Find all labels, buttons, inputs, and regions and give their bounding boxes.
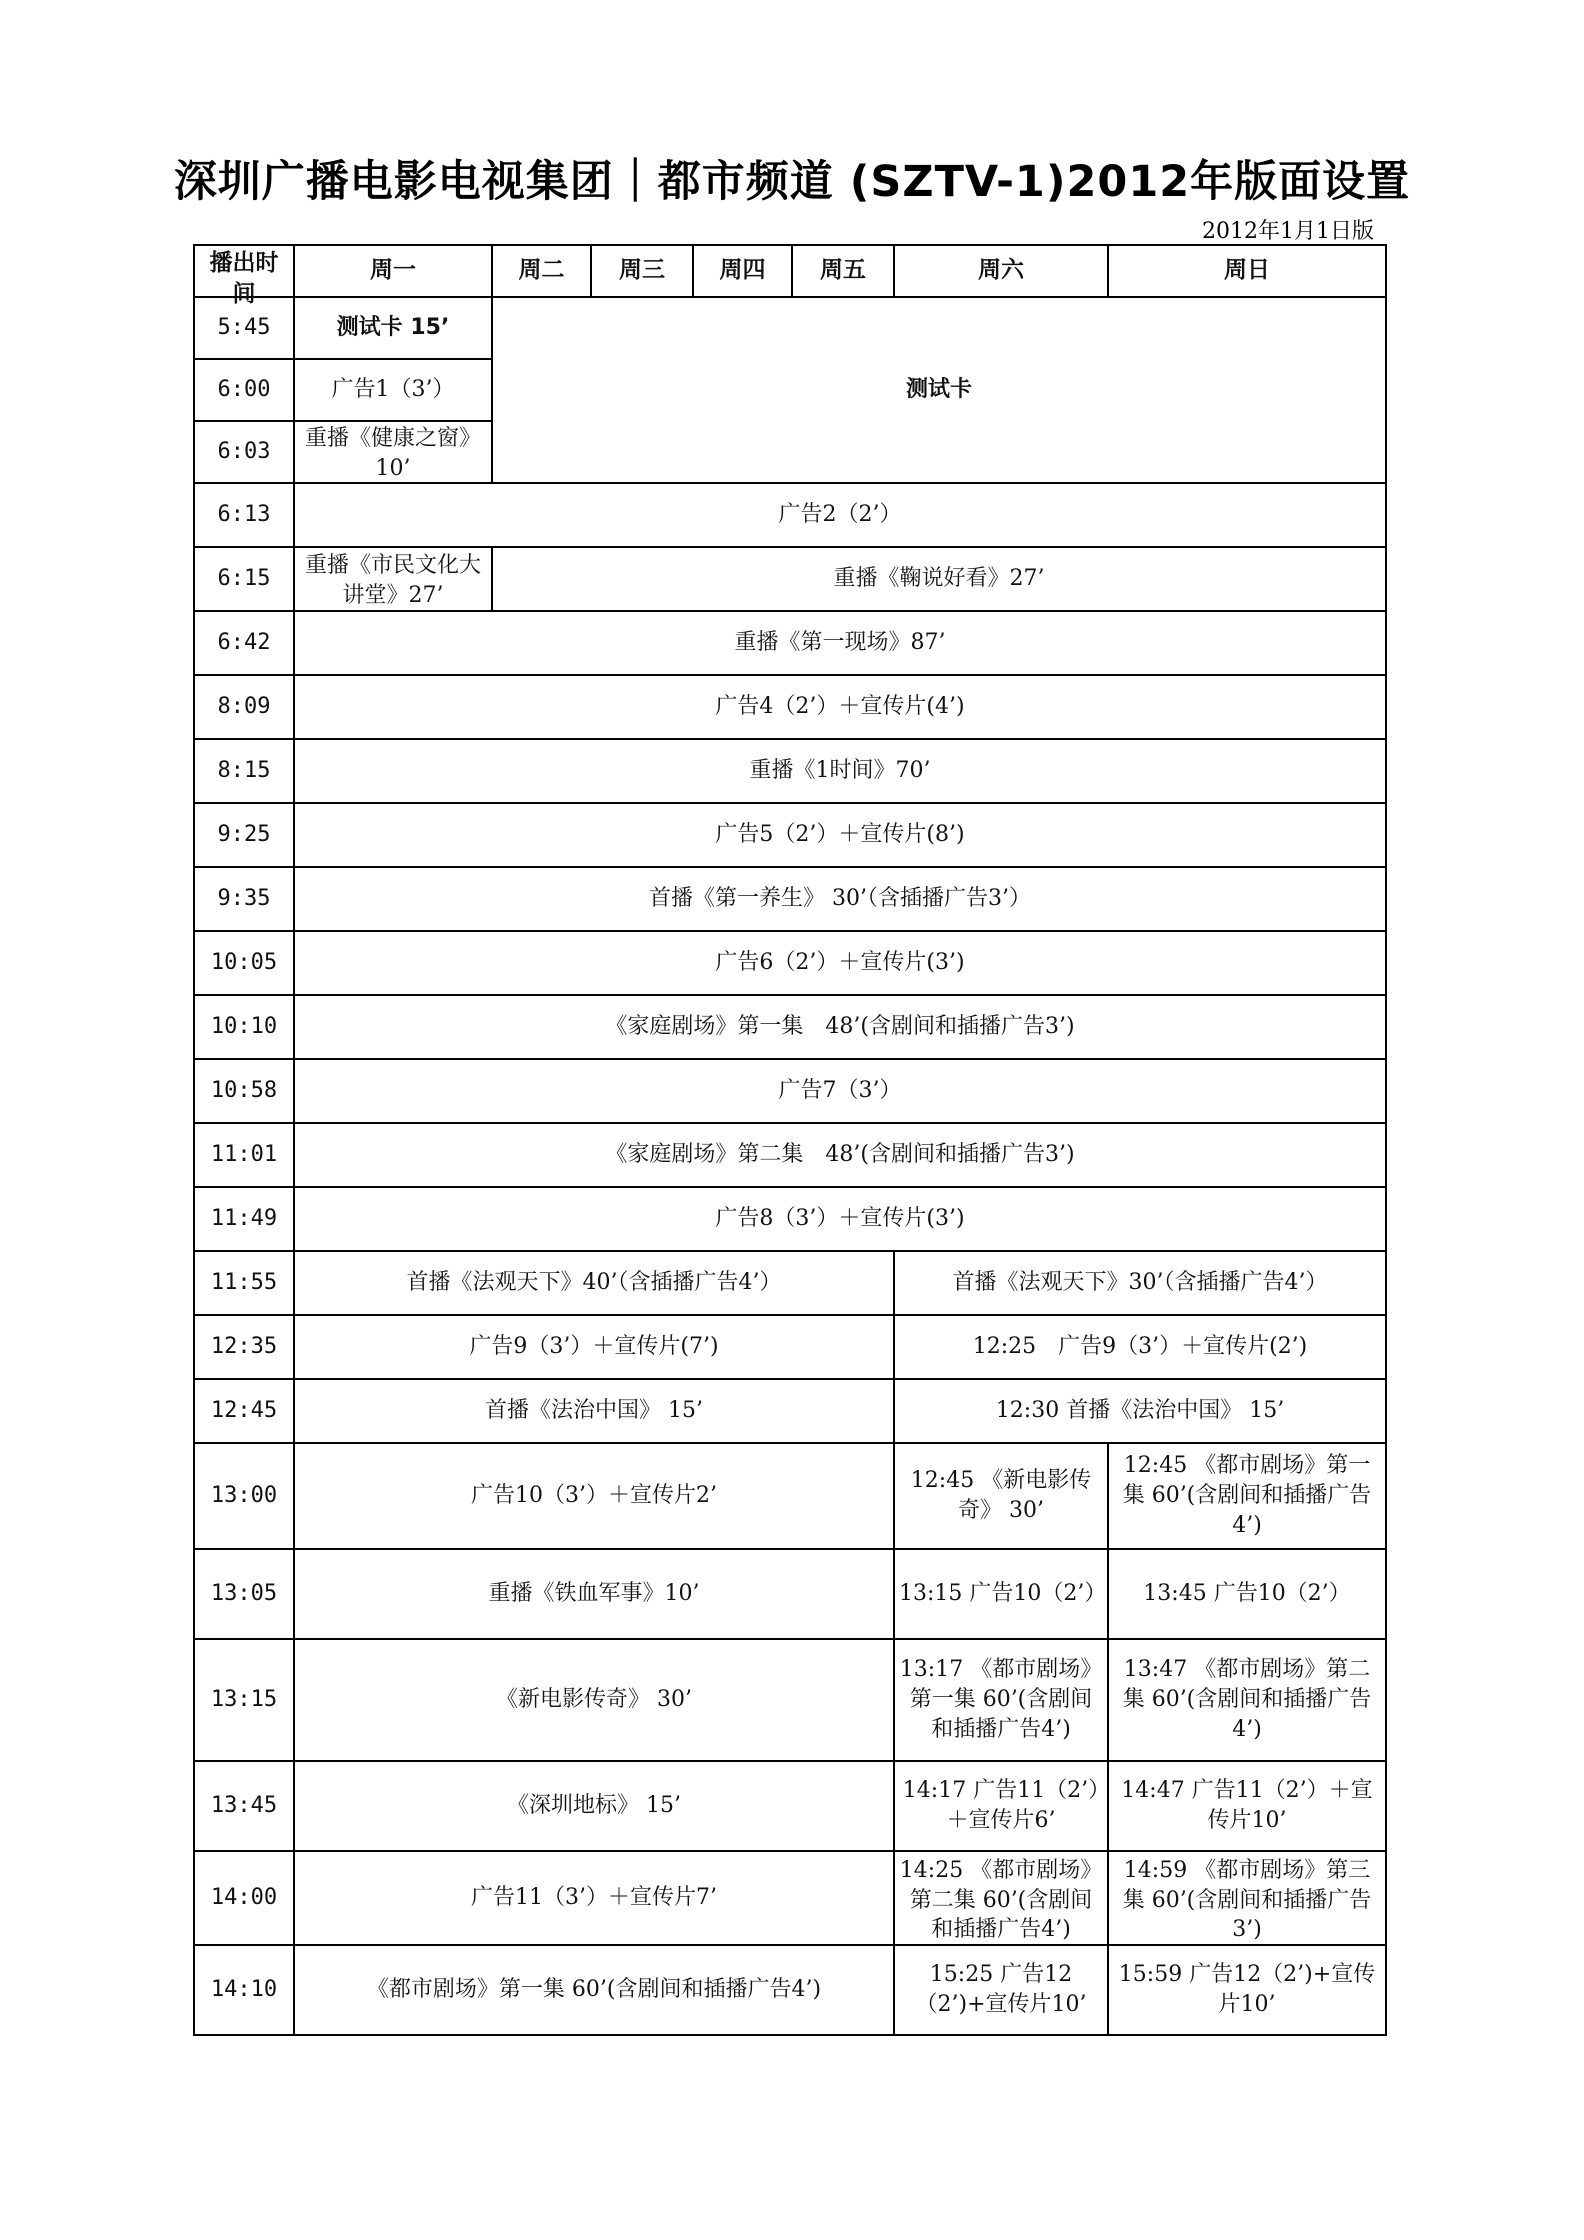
program-cell-sun: 13:47 《都市剧场》第二集 60’(含剧间和插播广告4’) <box>1108 1639 1386 1761</box>
table-row <box>194 931 1386 995</box>
table-row <box>194 547 1386 611</box>
time-cell: 13:15 <box>194 1639 294 1761</box>
program-cell: 广告9（3’）＋宣传片(7’) <box>294 1315 894 1379</box>
table-row <box>194 867 1386 931</box>
time-cell: 8:15 <box>194 739 294 803</box>
program-cell: 广告10（3’）＋宣传片2’ <box>294 1443 894 1549</box>
table-row <box>194 297 1386 359</box>
table-row <box>194 1851 1386 1945</box>
table-row <box>194 803 1386 867</box>
program-cell: 重播《第一现场》87’ <box>294 611 1386 675</box>
time-cell: 6:03 <box>194 421 294 483</box>
program-cell-sun: 14:47 广告11（2’）＋宣传片10’ <box>1108 1761 1386 1851</box>
program-cell-sat: 13:17 《都市剧场》第一集 60’(含剧间和插播广告4’) <box>894 1639 1108 1761</box>
table-row <box>194 995 1386 1059</box>
header-sat: 周六 <box>894 245 1108 297</box>
table-row <box>194 675 1386 739</box>
header-fri: 周五 <box>792 245 894 297</box>
table-row <box>194 1187 1386 1251</box>
program-cell: 12:30 首播《法治中国》 15’ <box>894 1379 1386 1443</box>
time-cell: 14:00 <box>194 1851 294 1945</box>
program-cell: 首播《第一养生》 30’（含插播广告3’） <box>294 867 1386 931</box>
program-cell: 《家庭剧场》第一集 48’(含剧间和插播广告3’) <box>294 995 1386 1059</box>
header-time: 播出时间 <box>194 245 294 297</box>
table-row <box>194 1443 1386 1549</box>
table-row <box>194 611 1386 675</box>
program-cell: 测试卡 15’ <box>294 297 492 359</box>
table-row <box>194 1379 1386 1443</box>
program-cell-sun: 15:59 广告12（2’)+宣传片10’ <box>1108 1945 1386 2035</box>
time-cell: 11:49 <box>194 1187 294 1251</box>
program-cell: 广告8（3’）＋宣传片(3’) <box>294 1187 1386 1251</box>
program-cell: 12:25 广告9（3’）＋宣传片(2’) <box>894 1315 1386 1379</box>
edition-date: 2012年1月1日版 <box>1202 219 1374 244</box>
program-cell: 广告5（2’）＋宣传片(8’) <box>294 803 1386 867</box>
program-cell: 广告1（3’） <box>294 359 492 421</box>
program-cell-sun: 14:59 《都市剧场》第三集 60’(含剧间和插播广告3’) <box>1108 1851 1386 1945</box>
program-cell: 首播《法观天下》40’（含插播广告4’） <box>294 1251 894 1315</box>
header-mon: 周一 <box>294 245 492 297</box>
time-cell: 10:58 <box>194 1059 294 1123</box>
time-cell: 11:01 <box>194 1123 294 1187</box>
program-cell: 重播《市民文化大讲堂》27’ <box>294 547 492 611</box>
table-row <box>194 1059 1386 1123</box>
table-row <box>194 739 1386 803</box>
program-cell: 《家庭剧场》第二集 48’(含剧间和插播广告3’) <box>294 1123 1386 1187</box>
program-cell: 重播《1时间》70’ <box>294 739 1386 803</box>
table-row <box>194 1761 1386 1851</box>
program-cell: 广告2（2’） <box>294 483 1386 547</box>
time-cell: 11:55 <box>194 1251 294 1315</box>
program-cell: 《深圳地标》 15’ <box>294 1761 894 1851</box>
document-title: 深圳广播电影电视集团｜都市频道 (SZTV-1)2012年版面设置 <box>173 157 1411 207</box>
header-tue: 周二 <box>492 245 591 297</box>
header-row <box>194 245 1386 297</box>
table-row <box>194 1315 1386 1379</box>
program-cell-sat: 15:25 广告12（2’)+宣传片10’ <box>894 1945 1108 2035</box>
header-thu: 周四 <box>693 245 792 297</box>
program-cell-sat: 13:15 广告10（2’） <box>894 1549 1108 1639</box>
schedule-table <box>193 244 1387 2036</box>
time-cell: 12:45 <box>194 1379 294 1443</box>
program-cell: 首播《法治中国》 15’ <box>294 1379 894 1443</box>
header-wed: 周三 <box>591 245 693 297</box>
program-cell: 《都市剧场》第一集 60’(含剧间和插播广告4’) <box>294 1945 894 2035</box>
time-cell: 6:42 <box>194 611 294 675</box>
program-cell: 广告6（2’）＋宣传片(3’) <box>294 931 1386 995</box>
program-cell: 广告7（3’） <box>294 1059 1386 1123</box>
time-cell: 14:10 <box>194 1945 294 2035</box>
program-cell-sun: 13:45 广告10（2’） <box>1108 1549 1386 1639</box>
program-cell: 重播《铁血军事》10’ <box>294 1549 894 1639</box>
table-row <box>194 1945 1386 2035</box>
time-cell: 5:45 <box>194 297 294 359</box>
time-cell: 9:35 <box>194 867 294 931</box>
time-cell: 9:25 <box>194 803 294 867</box>
table-row <box>194 1251 1386 1315</box>
time-cell: 6:15 <box>194 547 294 611</box>
time-cell: 13:45 <box>194 1761 294 1851</box>
program-cell: 重播《鞠说好看》27’ <box>492 547 1386 611</box>
time-cell: 6:00 <box>194 359 294 421</box>
program-cell: 重播《健康之窗》10’ <box>294 421 492 483</box>
program-cell-sat: 14:25 《都市剧场》第二集 60’(含剧间和插播广告4’) <box>894 1851 1108 1945</box>
table-row <box>194 1549 1386 1639</box>
program-cell: 《新电影传奇》 30’ <box>294 1639 894 1761</box>
program-cell: 广告11（3’）＋宣传片7’ <box>294 1851 894 1945</box>
time-cell: 6:13 <box>194 483 294 547</box>
table-row <box>194 1639 1386 1761</box>
program-cell-sat: 14:17 广告11（2’）＋宣传片6’ <box>894 1761 1108 1851</box>
time-cell: 10:05 <box>194 931 294 995</box>
table-row <box>194 483 1386 547</box>
time-cell: 8:09 <box>194 675 294 739</box>
program-cell-test-card: 测试卡 <box>492 297 1386 483</box>
time-cell: 13:05 <box>194 1549 294 1639</box>
program-cell: 广告4（2’）＋宣传片(4’) <box>294 675 1386 739</box>
program-cell-sat: 12:45 《新电影传奇》 30’ <box>894 1443 1108 1549</box>
time-cell: 10:10 <box>194 995 294 1059</box>
program-cell: 首播《法观天下》30’（含插播广告4’） <box>894 1251 1386 1315</box>
time-cell: 13:00 <box>194 1443 294 1549</box>
header-sun: 周日 <box>1108 245 1386 297</box>
table-row <box>194 1123 1386 1187</box>
program-cell-sun: 12:45 《都市剧场》第一集 60’(含剧间和插播广告4’) <box>1108 1443 1386 1549</box>
time-cell: 12:35 <box>194 1315 294 1379</box>
